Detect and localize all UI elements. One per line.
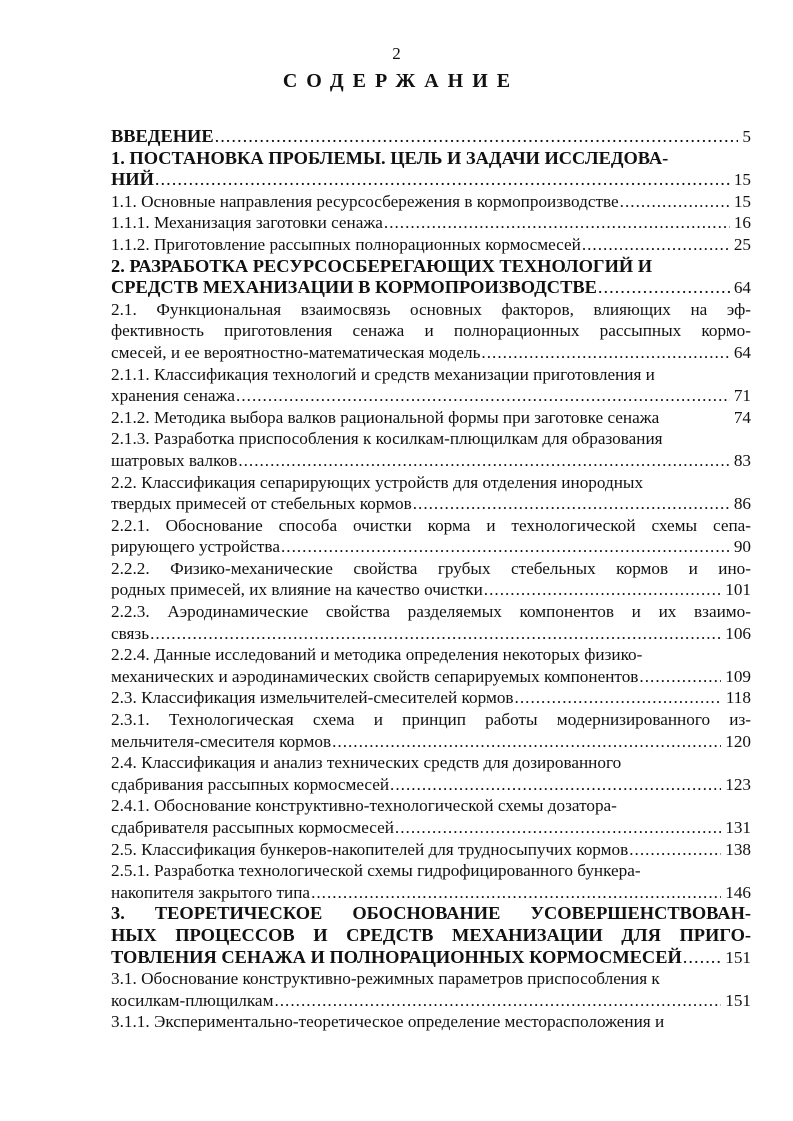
toc-line (111, 731, 751, 753)
dot-leader (311, 882, 721, 904)
toc-page-number: 16 (733, 213, 751, 233)
toc-page-number: 90 (733, 537, 751, 557)
toc-entry-text: 2.4. Классификация и анализ технических средств для дозированного (111, 753, 622, 773)
toc-page-number: 83 (733, 450, 751, 470)
dot-leader (484, 579, 721, 601)
toc-entry-text: 2.5.1. Разработка технологической схемы гидрофицированного бункера- (111, 861, 641, 881)
toc-entry-text: сдабривания рассыпных кормосмесей (111, 774, 390, 794)
toc-entry-text: связь (111, 623, 150, 643)
toc-entry-text: 2.3.1. Технологическая схема и принцип работы модернизированного из- (111, 710, 751, 730)
toc-line (111, 536, 751, 558)
toc-entry-text: косилкам-плющилкам (111, 990, 274, 1010)
toc-line (111, 364, 751, 386)
toc-line (111, 515, 751, 537)
toc-line (111, 212, 751, 234)
toc-entry-text: 2.4.1. Обоснование конструктивно-технологической схемы дозатора- (111, 796, 617, 816)
toc-entry-text: 2.1. Функциональная взаимосвязь основных факторов, влияющих на эф- (111, 299, 751, 319)
toc-entry-text: 2.2.4. Данные исследований и методика определения некоторых физико- (111, 645, 643, 665)
toc-page-number: 71 (733, 386, 751, 406)
toc-page-number: 25 (733, 234, 751, 254)
toc-page-number: 151 (725, 947, 751, 967)
toc-line (111, 795, 751, 817)
dot-leader (582, 234, 730, 256)
toc-line (111, 126, 751, 148)
page-title: СОДЕРЖАНИЕ (282, 70, 520, 92)
dot-leader (683, 947, 721, 969)
toc-entry-text: 3.1. Обоснование конструктивно-режимных параметров приспособления к (111, 969, 660, 989)
dot-leader (274, 990, 721, 1012)
toc-line (111, 687, 751, 709)
toc-entry-text: 2.1.2. Методика выбора валков рациональной формы при заготовке сенажа (111, 407, 660, 427)
toc-line (111, 277, 751, 299)
toc-entry-text: сдабривателя рассыпных кормосмесей (111, 818, 394, 837)
toc-entry-text: шатровых валков (111, 450, 238, 470)
toc-entry-text: СРЕДСТВ МЕХАНИЗАЦИИ В КОРМОПРОИЗВОДСТВЕ (111, 277, 597, 298)
toc-line (111, 385, 751, 407)
toc-line (111, 666, 751, 688)
toc-entry-text: 2.1.3. Разработка приспособления к косилкам-плющилкам для образования (111, 429, 663, 449)
dot-leader (515, 687, 722, 709)
dot-leader (281, 536, 730, 558)
toc-entry-text: родных примесей, их влияние на качество очистки (111, 580, 483, 600)
toc-line (111, 342, 751, 364)
toc-line (111, 601, 751, 623)
toc-entry-text: 2. РАЗРАБОТКА РЕСУРСОСБЕРЕГАЮЩИХ ТЕХНОЛОГИЙ И (111, 255, 653, 276)
toc-line (111, 817, 751, 839)
toc-page-number: 15 (733, 191, 751, 211)
dot-leader (413, 493, 730, 515)
toc-entry-text: 2.2.2. Физико-механические свойства грубых стебельных кормов и ино- (111, 558, 751, 578)
toc-entry-text: НИЙ (111, 169, 154, 190)
toc-line (111, 407, 751, 429)
toc-entry-text: механических и аэродинамических свойств сепарируемых компонентов (111, 666, 639, 686)
dot-leader (390, 774, 721, 796)
toc-entry-text: фективность приготовления сенажа и полнорационных рассыпных кормо- (111, 321, 751, 341)
toc-line (111, 191, 751, 213)
toc-line (111, 839, 751, 861)
toc-page-number: 86 (733, 494, 751, 514)
toc-line (111, 644, 751, 666)
toc-entry-text: НЫХ ПРОЦЕССОВ И СРЕДСТВ МЕХАНИЗАЦИИ ДЛЯ ПРИГО- (111, 924, 751, 945)
toc-line (111, 169, 751, 191)
toc-line (111, 299, 751, 321)
toc-entry-text: 2.5. Классификация бункеров-накопителей для трудносыпучих кормов (111, 839, 629, 859)
toc-line (111, 148, 751, 170)
toc-entry-text: 2.2.1. Обоснование способа очистки корма и технологической схемы сепа- (111, 515, 751, 535)
dot-leader (236, 385, 730, 407)
dot-leader (332, 731, 721, 753)
toc-line (111, 1011, 751, 1033)
toc-entry-text: 2.2. Классификация сепарирующих устройств для отделения инородных (111, 472, 644, 492)
dot-leader (481, 342, 729, 364)
toc-line (111, 990, 751, 1012)
toc-page-number: 109 (725, 666, 751, 686)
toc-line (111, 774, 751, 796)
toc-entry-text: 2.3. Классификация измельчителей-смесителей кормов (111, 688, 514, 708)
dot-leader (155, 169, 730, 191)
toc-entry-text: 1.1.2. Приготовление рассыпных полнорационных кормосмесей (111, 234, 581, 254)
toc-entry-text: хранения сенажа (111, 386, 236, 406)
dot-leader (395, 817, 721, 839)
toc-entry-text: ТОВЛЕНИЯ СЕНАЖА И ПОЛНОРАЦИОННЫХ КОРМОСМЕСЕЙ (111, 946, 682, 967)
toc-page-number: 146 (725, 882, 751, 902)
toc-entry-text: смесей, и ее вероятностно-математическая модель (111, 342, 481, 362)
toc-entry-text: накопителя закрытого типа (111, 882, 311, 902)
toc-line (111, 493, 751, 515)
toc-line (111, 968, 751, 990)
toc-line (111, 947, 751, 969)
toc-page-number: 15 (733, 170, 751, 190)
toc-line (111, 558, 751, 580)
toc-page-number: 120 (725, 731, 751, 751)
toc-line (111, 925, 751, 947)
page-number: 2 (392, 44, 401, 63)
toc-line (111, 882, 751, 904)
toc-entry-text: 2.2.3. Аэродинамические свойства разделяемых компонентов и их взаимо- (111, 602, 751, 622)
toc-line (111, 428, 751, 450)
toc-line (111, 903, 751, 925)
dot-leader (215, 126, 739, 148)
toc-line (111, 623, 751, 645)
toc-line (111, 752, 751, 774)
toc-page-number: 74 (733, 407, 751, 427)
dot-leader (238, 450, 730, 472)
toc-page-number: 106 (725, 623, 751, 643)
dot-leader (639, 666, 721, 688)
dot-leader (384, 212, 730, 234)
toc-line (111, 234, 751, 256)
toc-page-number: 131 (725, 818, 751, 837)
dot-leader (620, 191, 730, 213)
toc-page-number: 101 (725, 580, 751, 600)
toc-entry-text: рирующего устройства (111, 537, 280, 557)
toc-entry-text: 3.1.1. Экспериментально-теоретическое определение месторасположения и (111, 1012, 665, 1032)
toc-line (111, 579, 751, 601)
toc-entry-text: 1.1.1. Механизация заготовки сенажа (111, 213, 383, 233)
toc-line (111, 320, 751, 342)
toc-line (111, 472, 751, 494)
toc-entry-text: мельчителя-смесителя кормов (111, 731, 332, 751)
toc-page-number: 5 (742, 127, 751, 146)
toc-page-number: 64 (733, 342, 751, 362)
toc-entry-text: 1. ПОСТАНОВКА ПРОБЛЕМЫ. ЦЕЛЬ И ЗАДАЧИ ИССЛЕДОВА- (111, 147, 669, 168)
toc-entry-text: 3. ТЕОРЕТИЧЕСКОЕ ОБОСНОВАНИЕ УСОВЕРШЕНСТВОВАН- (111, 903, 751, 924)
table-of-contents (111, 126, 751, 1033)
toc-page-number: 123 (725, 774, 751, 794)
toc-entry-text: твердых примесей от стебельных кормов (111, 494, 412, 514)
dot-leader (629, 839, 721, 861)
toc-line (111, 256, 751, 278)
toc-entry-text: 2.1.1. Классификация технологий и средств механизации приготовления и (111, 364, 655, 384)
toc-page-number: 151 (725, 990, 751, 1010)
toc-entry-text: 1.1. Основные направления ресурсосбережения в кормопроизводстве (111, 191, 619, 211)
dot-leader (150, 623, 721, 645)
toc-line (111, 709, 751, 731)
toc-line (111, 860, 751, 882)
toc-page-number: 138 (725, 839, 751, 859)
toc-entry-text: ВВЕДЕНИЕ (111, 126, 214, 146)
toc-page-number: 64 (733, 278, 751, 298)
toc-page-number: 118 (725, 688, 751, 708)
dot-leader (598, 277, 730, 299)
toc-line (111, 450, 751, 472)
